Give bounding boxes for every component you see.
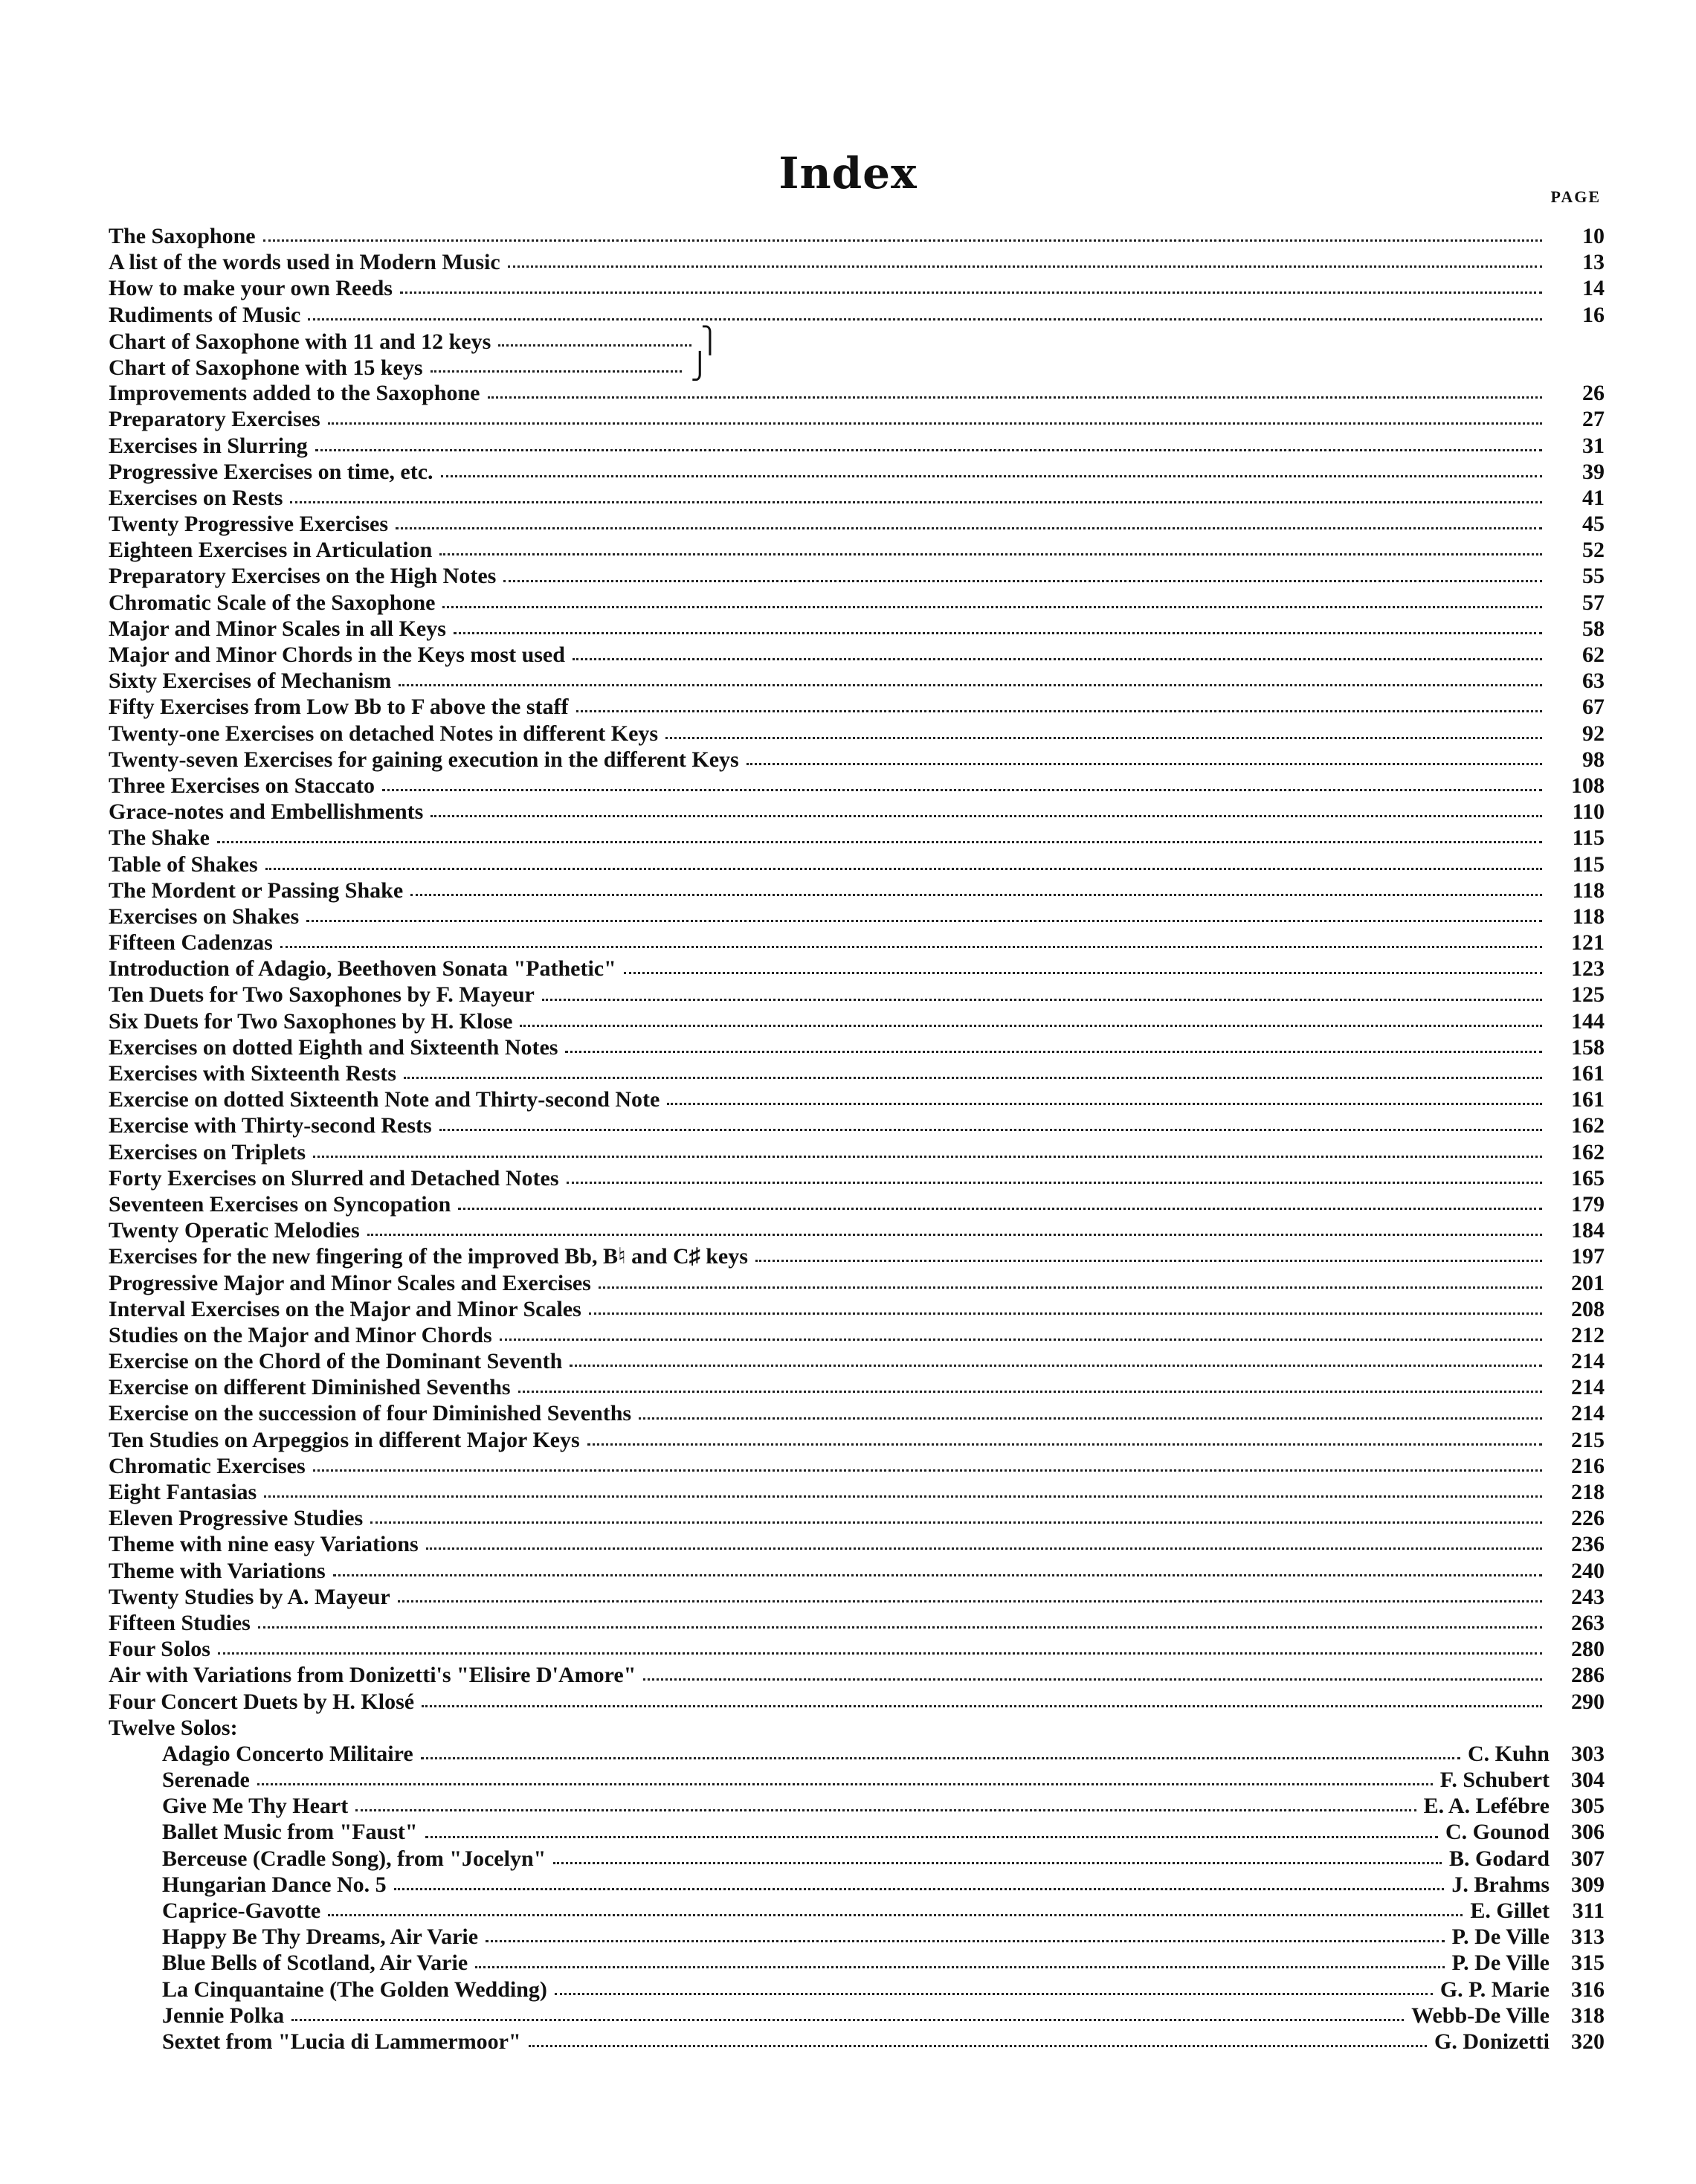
- solo-composer: F. Schubert: [1439, 1768, 1550, 1793]
- entry-title: Chart of Saxophone with 11 and 12 keys: [109, 329, 491, 354]
- entry-title: Six Duets for Two Saxophones by H. Klose: [109, 1008, 513, 1034]
- entry-title: The Mordent or Passing Shake: [109, 877, 404, 903]
- dot-leader: [667, 1103, 1542, 1105]
- dot-leader: [313, 1156, 1542, 1158]
- entry-page: 13: [1582, 250, 1605, 275]
- dot-leader: [328, 1914, 1463, 1916]
- index-entry: [109, 1427, 1605, 1453]
- index-entry: [109, 668, 1605, 694]
- dot-leader: [555, 1993, 1433, 1995]
- solo-page: 307: [1571, 1846, 1605, 1871]
- entry-page: 62: [1582, 642, 1605, 667]
- dot-leader: [488, 396, 1543, 399]
- dot-leader: [643, 1678, 1542, 1681]
- dot-leader: [587, 1443, 1542, 1446]
- dot-leader: [257, 1783, 1433, 1785]
- solo-composer: Webb-De Ville: [1411, 2003, 1550, 2028]
- index-entry: [109, 694, 1605, 720]
- solo-composer: G. Donizetti: [1434, 2029, 1550, 2054]
- dot-leader: [576, 710, 1542, 712]
- dot-leader: [565, 1051, 1542, 1053]
- entry-title: Exercise on different Diminished Sevenths: [109, 1375, 511, 1400]
- index-entry: [109, 537, 1605, 563]
- dot-leader: [355, 1809, 1416, 1811]
- solo-composer: C. Kuhn: [1467, 1741, 1550, 1766]
- entry-page: 45: [1582, 512, 1605, 537]
- entry-page: 161: [1571, 1087, 1605, 1112]
- entry-page: 26: [1582, 381, 1605, 406]
- entry-title: Fifteen Studies: [109, 1610, 251, 1635]
- solo-composer: P. De Ville: [1451, 1924, 1550, 1950]
- entry-page: 98: [1582, 747, 1605, 772]
- entry-title: Rudiments of Music: [109, 302, 301, 327]
- entry-page: 214: [1571, 1375, 1605, 1400]
- entry-title: The Shake: [109, 825, 210, 851]
- dot-leader: [503, 580, 1542, 582]
- entry-title: Air with Variations from Donizetti's "Elisire D'Amore": [109, 1663, 636, 1688]
- dot-leader: [291, 2019, 1404, 2021]
- index-entry: [109, 1531, 1605, 1557]
- entry-title: Exercises in Slurring: [109, 433, 308, 458]
- entry-title: Seventeen Exercises on Syncopation: [109, 1191, 451, 1217]
- entry-title: Theme with nine easy Variations: [109, 1532, 419, 1557]
- entry-title: Twenty Studies by A. Mayeur: [109, 1584, 390, 1609]
- entry-page: 162: [1571, 1113, 1605, 1138]
- index-entry: [109, 1584, 1605, 1610]
- solo-entry: [109, 1977, 1605, 2003]
- dot-leader: [396, 527, 1542, 529]
- entry-title: Progressive Major and Minor Scales and Exercises: [109, 1270, 591, 1295]
- entry-title: The Saxophone: [109, 224, 256, 248]
- entry-title: Progressive Exercises on time, etc.: [109, 459, 433, 484]
- dot-leader: [441, 475, 1542, 477]
- dot-leader: [458, 1208, 1542, 1210]
- entry-page: 280: [1571, 1637, 1605, 1662]
- dot-leader: [570, 1365, 1542, 1367]
- index-entry: [109, 223, 1605, 249]
- solo-entry: [109, 1872, 1605, 1898]
- entry-title: A list of the words used in Modern Music: [109, 250, 500, 275]
- dot-leader: [264, 1495, 1542, 1498]
- solo-page: 309: [1571, 1872, 1605, 1897]
- index-entry: [109, 799, 1605, 825]
- solo-title: Caprice-Gavotte: [162, 1898, 321, 1923]
- entry-page: 41: [1582, 485, 1605, 510]
- index-entry: [109, 1610, 1605, 1636]
- entry-title: Ten Studies on Arpeggios in different Major Keys: [109, 1427, 580, 1452]
- dot-leader: [394, 1888, 1445, 1890]
- entry-title: Grace-notes and Embellishments: [109, 799, 424, 825]
- solo-entry: [109, 1741, 1605, 1767]
- entry-page: 31: [1582, 433, 1605, 458]
- dot-leader: [290, 501, 1542, 503]
- solo-composer: G. P. Marie: [1439, 1977, 1550, 2002]
- solo-entry: [109, 1846, 1605, 1872]
- index-entry: [109, 1322, 1605, 1348]
- dot-leader: [624, 972, 1542, 974]
- dot-leader: [425, 1836, 1438, 1838]
- index-entry: [109, 1112, 1605, 1138]
- entry-page: 226: [1571, 1506, 1605, 1531]
- dot-leader: [431, 370, 682, 373]
- entry-title: Major and Minor Chords in the Keys most used: [109, 642, 565, 667]
- solo-page: 316: [1571, 1977, 1605, 2002]
- entry-title: Eight Fantasias: [109, 1480, 257, 1504]
- page-column-label: PAGE: [1550, 187, 1601, 206]
- index-entry: [109, 1348, 1605, 1374]
- index-entry: [109, 930, 1605, 956]
- entry-page: 121: [1571, 930, 1605, 956]
- entry-title: Studies on the Major and Minor Chords: [109, 1322, 492, 1347]
- solo-entry: [109, 1898, 1605, 1924]
- entry-page: 216: [1571, 1453, 1605, 1478]
- solo-entry: [109, 1924, 1605, 1950]
- brace-icon: ⎭: [690, 352, 710, 381]
- entry-title: Improvements added to the Saxophone: [109, 381, 480, 406]
- entry-page: 184: [1571, 1218, 1605, 1243]
- dot-leader: [422, 1705, 1542, 1707]
- entry-title: Sixty Exercises of Mechanism: [109, 669, 392, 694]
- dot-leader: [410, 894, 1542, 896]
- entry-page: 218: [1571, 1480, 1605, 1504]
- entry-title: Exercises on Rests: [109, 485, 283, 510]
- index-entry: [109, 956, 1605, 982]
- entry-page: 236: [1571, 1532, 1605, 1557]
- dot-leader: [599, 1286, 1542, 1289]
- brace-icon: ⎫: [700, 326, 720, 355]
- entry-page: 212: [1571, 1322, 1605, 1347]
- solo-title: Blue Bells of Scotland, Air Varie: [162, 1951, 468, 1976]
- entry-page: 63: [1582, 669, 1605, 694]
- index-entry: [109, 511, 1605, 537]
- dot-leader: [258, 1626, 1542, 1629]
- solo-entry: [109, 2029, 1605, 2055]
- entry-page: 125: [1571, 982, 1605, 1008]
- entry-page: 162: [1571, 1139, 1605, 1165]
- entry-page: 118: [1572, 903, 1605, 929]
- entry-title: Four Solos: [109, 1637, 210, 1662]
- dot-leader: [439, 553, 1542, 555]
- dot-leader: [400, 291, 1542, 294]
- entry-title: Exercises on dotted Eighth and Sixteenth Notes: [109, 1034, 558, 1060]
- dot-leader: [404, 1077, 1542, 1079]
- solo-title: Jennie Polka: [162, 2003, 285, 2028]
- entry-title: Eleven Progressive Studies: [109, 1506, 364, 1531]
- entry-page: 39: [1582, 459, 1605, 484]
- solo-composer: C. Gounod: [1445, 1820, 1550, 1845]
- entry-page: 27: [1582, 407, 1605, 432]
- entry-page: 165: [1571, 1165, 1605, 1191]
- dot-leader: [370, 1521, 1542, 1524]
- solo-composer: P. De Ville: [1451, 1951, 1550, 1976]
- entry-page: 144: [1571, 1008, 1605, 1034]
- index-entry: [109, 590, 1605, 616]
- dot-leader: [333, 1574, 1542, 1576]
- entry-title: Exercise on dotted Sixteenth Note and Thirty-second Note: [109, 1087, 660, 1112]
- solo-title: Berceuse (Cradle Song), from "Jocelyn": [162, 1846, 546, 1871]
- dot-leader: [542, 999, 1542, 1001]
- entry-title: Twenty Operatic Melodies: [109, 1218, 360, 1243]
- index-entry: [109, 433, 1605, 459]
- solo-page: 315: [1571, 1951, 1605, 1976]
- entry-page: 179: [1571, 1191, 1605, 1217]
- group-heading: Twelve Solos:: [109, 1715, 238, 1740]
- index-entry: [109, 1060, 1605, 1086]
- solo-page: 318: [1571, 2003, 1605, 2028]
- index-entry: [109, 275, 1605, 301]
- index-entry: [109, 485, 1605, 511]
- entry-page: 110: [1572, 799, 1605, 825]
- dot-leader: [426, 1547, 1542, 1550]
- entry-title: Theme with Variations: [109, 1558, 326, 1583]
- solo-entry: [109, 1950, 1605, 1976]
- dot-leader: [328, 422, 1542, 425]
- entry-page: 16: [1582, 302, 1605, 327]
- index-entry: [109, 459, 1605, 485]
- dot-leader: [454, 632, 1542, 634]
- entry-title: Chromatic Scale of the Saxophone: [109, 590, 436, 615]
- index-entry: [109, 1689, 1605, 1715]
- solo-page: 304: [1571, 1768, 1605, 1793]
- index-entry: [109, 380, 1605, 406]
- solo-entry: [109, 1767, 1605, 1793]
- solo-title: Happy Be Thy Dreams, Air Varie: [162, 1924, 479, 1950]
- index-entry: [109, 1165, 1605, 1191]
- entry-page: 214: [1571, 1349, 1605, 1374]
- index-entry: [109, 982, 1605, 1008]
- dot-leader: [573, 658, 1542, 660]
- entry-title: Table of Shakes: [109, 851, 258, 877]
- index-entry: [109, 903, 1605, 930]
- solo-page: 313: [1571, 1924, 1605, 1950]
- solo-page: 320: [1571, 2029, 1605, 2054]
- index-entry: [109, 1243, 1605, 1269]
- solo-title: Serenade: [162, 1768, 250, 1793]
- dot-leader: [529, 2045, 1427, 2047]
- entry-title: Exercises with Sixteenth Rests: [109, 1061, 396, 1086]
- solo-composer: J. Brahms: [1451, 1872, 1550, 1897]
- dot-leader: [421, 1757, 1460, 1759]
- dot-leader: [520, 1025, 1542, 1027]
- entry-title: Preparatory Exercises on the High Notes: [109, 564, 497, 589]
- dot-leader: [265, 868, 1542, 870]
- index-entry: [109, 1558, 1605, 1584]
- dot-leader: [518, 1391, 1542, 1393]
- dot-leader: [755, 1260, 1542, 1262]
- index-entry: [109, 642, 1605, 668]
- entry-title: Interval Exercises on the Major and Minor Scales: [109, 1296, 581, 1321]
- index-entry-chart: [109, 328, 1605, 354]
- entry-title: Exercise with Thirty-second Rests: [109, 1113, 432, 1138]
- dot-leader: [508, 265, 1542, 268]
- dot-leader: [553, 1862, 1442, 1864]
- entry-title: Fifteen Cadenzas: [109, 930, 273, 956]
- solo-composer: E. A. Lefébre: [1423, 1794, 1550, 1819]
- entry-title: Exercises on Triplets: [109, 1139, 306, 1165]
- entry-page: 92: [1582, 721, 1605, 746]
- entry-title: Forty Exercises on Slurred and Detached Notes: [109, 1165, 559, 1191]
- index-entry: [109, 1400, 1605, 1426]
- dot-leader: [263, 239, 1542, 242]
- entry-page: 115: [1572, 825, 1605, 851]
- dot-leader: [442, 606, 1542, 608]
- index-entry: [109, 1191, 1605, 1217]
- dot-leader: [665, 737, 1542, 739]
- entry-page: 161: [1571, 1061, 1605, 1086]
- index-entry: [109, 825, 1605, 851]
- dot-leader: [747, 763, 1542, 765]
- dot-leader: [431, 815, 1542, 817]
- index-entry: [109, 877, 1605, 903]
- entry-title: Chart of Saxophone with 15 keys: [109, 355, 423, 380]
- solo-page: 303: [1571, 1741, 1605, 1766]
- entry-page: 118: [1572, 877, 1605, 903]
- solo-page: 311: [1572, 1898, 1605, 1923]
- entry-page: 52: [1582, 538, 1605, 563]
- entry-page: 123: [1571, 956, 1605, 982]
- dot-leader: [306, 920, 1542, 922]
- index-entry: [109, 773, 1605, 799]
- dot-leader: [313, 1469, 1542, 1472]
- entry-page: 10: [1582, 224, 1605, 248]
- twelve-solos-heading: [109, 1715, 1605, 1741]
- solo-title: Hungarian Dance No. 5: [162, 1872, 387, 1897]
- entry-title: Major and Minor Scales in all Keys: [109, 616, 446, 641]
- dot-leader: [280, 946, 1542, 948]
- dot-leader: [218, 1652, 1542, 1655]
- solo-composer: E. Gillet: [1470, 1898, 1550, 1923]
- entry-title: Exercises for the new fingering of the improved Bb, B♮ and C♯ keys: [109, 1244, 748, 1269]
- entry-page: 263: [1571, 1610, 1605, 1635]
- index-entry: [109, 1374, 1605, 1400]
- solo-page: 305: [1571, 1794, 1605, 1819]
- index-entry: [109, 1296, 1605, 1322]
- index-entry: [109, 1008, 1605, 1034]
- index-entry: [109, 302, 1605, 328]
- entry-page: 215: [1571, 1427, 1605, 1452]
- entry-title: Exercises on Shakes: [109, 903, 300, 929]
- index-entry: [109, 249, 1605, 275]
- dot-leader: [486, 1940, 1445, 1942]
- index-entry: [109, 1479, 1605, 1505]
- index-entry: [109, 616, 1605, 642]
- entry-title: Preparatory Exercises: [109, 407, 320, 432]
- entry-page: 58: [1582, 616, 1605, 641]
- entry-title: Introduction of Adagio, Beethoven Sonata "Pathetic": [109, 956, 616, 982]
- index-entry: [109, 563, 1605, 589]
- solo-composer: B. Godard: [1448, 1846, 1550, 1871]
- index-entry: [109, 721, 1605, 747]
- index-entry: [109, 1270, 1605, 1296]
- entry-title: Four Concert Duets by H. Klosé: [109, 1689, 415, 1714]
- dot-leader: [315, 449, 1542, 451]
- page-title: Index: [778, 147, 918, 199]
- index-entry: [109, 406, 1605, 432]
- dot-leader: [567, 1182, 1542, 1184]
- solo-title: Ballet Music from "Faust": [162, 1820, 418, 1845]
- index-entry: [109, 1034, 1605, 1060]
- index-entry: [109, 1086, 1605, 1112]
- dot-leader: [399, 684, 1542, 686]
- solo-page: 306: [1571, 1820, 1605, 1845]
- index-entry: [109, 1217, 1605, 1243]
- entry-title: Twenty-seven Exercises for gaining execution in the different Keys: [109, 747, 739, 772]
- index-entry: [109, 747, 1605, 773]
- solo-entry: [109, 1819, 1605, 1845]
- entry-page: 286: [1571, 1663, 1605, 1688]
- dot-leader: [589, 1312, 1542, 1315]
- dot-leader: [639, 1417, 1542, 1420]
- solo-title: La Cinquantaine (The Golden Wedding): [162, 1977, 547, 2002]
- entry-page: 243: [1571, 1584, 1605, 1609]
- entry-title: Three Exercises on Staccato: [109, 773, 375, 798]
- entry-page: 290: [1571, 1689, 1605, 1714]
- entry-title: Eighteen Exercises in Articulation: [109, 538, 433, 563]
- entry-page: 115: [1572, 851, 1605, 877]
- index-entry: [109, 1662, 1605, 1688]
- entry-page: 214: [1571, 1401, 1605, 1426]
- dot-leader: [398, 1600, 1542, 1602]
- solo-title: Give Me Thy Heart: [162, 1794, 349, 1819]
- index-entry: [109, 1139, 1605, 1165]
- entry-page: 158: [1571, 1034, 1605, 1060]
- entry-page: 201: [1571, 1270, 1605, 1295]
- index-entry: [109, 1505, 1605, 1531]
- entry-page: 108: [1571, 773, 1605, 798]
- solo-title: Adagio Concerto Militaire: [162, 1741, 413, 1766]
- entry-page: 57: [1582, 590, 1605, 615]
- entry-title: How to make your own Reeds: [109, 276, 393, 301]
- dot-leader: [498, 344, 691, 347]
- solo-entry: [109, 2003, 1605, 2029]
- index-entry-chart: [109, 354, 1605, 380]
- entry-title: Chromatic Exercises: [109, 1453, 306, 1478]
- entry-title: Exercise on the succession of four Diminished Sevenths: [109, 1401, 632, 1426]
- solo-title: Sextet from "Lucia di Lammermoor": [162, 2029, 521, 2054]
- entry-page: 55: [1582, 564, 1605, 589]
- entry-title: Exercise on the Chord of the Dominant Seventh: [109, 1349, 563, 1374]
- dot-leader: [475, 1966, 1444, 1968]
- entry-title: Fifty Exercises from Low Bb to F above the staff: [109, 695, 569, 720]
- entry-title: Ten Duets for Two Saxophones by F. Mayeur: [109, 982, 535, 1008]
- entry-page: 240: [1571, 1558, 1605, 1583]
- dot-leader: [217, 841, 1542, 843]
- index-entry: [109, 1453, 1605, 1479]
- index-entry: [109, 851, 1605, 877]
- index-entry: [109, 1636, 1605, 1662]
- entry-page: 14: [1582, 276, 1605, 301]
- entry-page: 208: [1571, 1296, 1605, 1321]
- dot-leader: [382, 789, 1542, 791]
- entry-page: 67: [1582, 695, 1605, 720]
- entry-page: 197: [1571, 1244, 1605, 1269]
- dot-leader: [500, 1339, 1542, 1341]
- entry-title: Twenty Progressive Exercises: [109, 512, 389, 537]
- dot-leader: [308, 318, 1542, 320]
- index-list: [109, 223, 1605, 2055]
- dot-leader: [367, 1234, 1542, 1236]
- dot-leader: [439, 1129, 1542, 1131]
- entry-title: Twenty-one Exercises on detached Notes in different Keys: [109, 721, 659, 746]
- solo-entry: [109, 1793, 1605, 1819]
